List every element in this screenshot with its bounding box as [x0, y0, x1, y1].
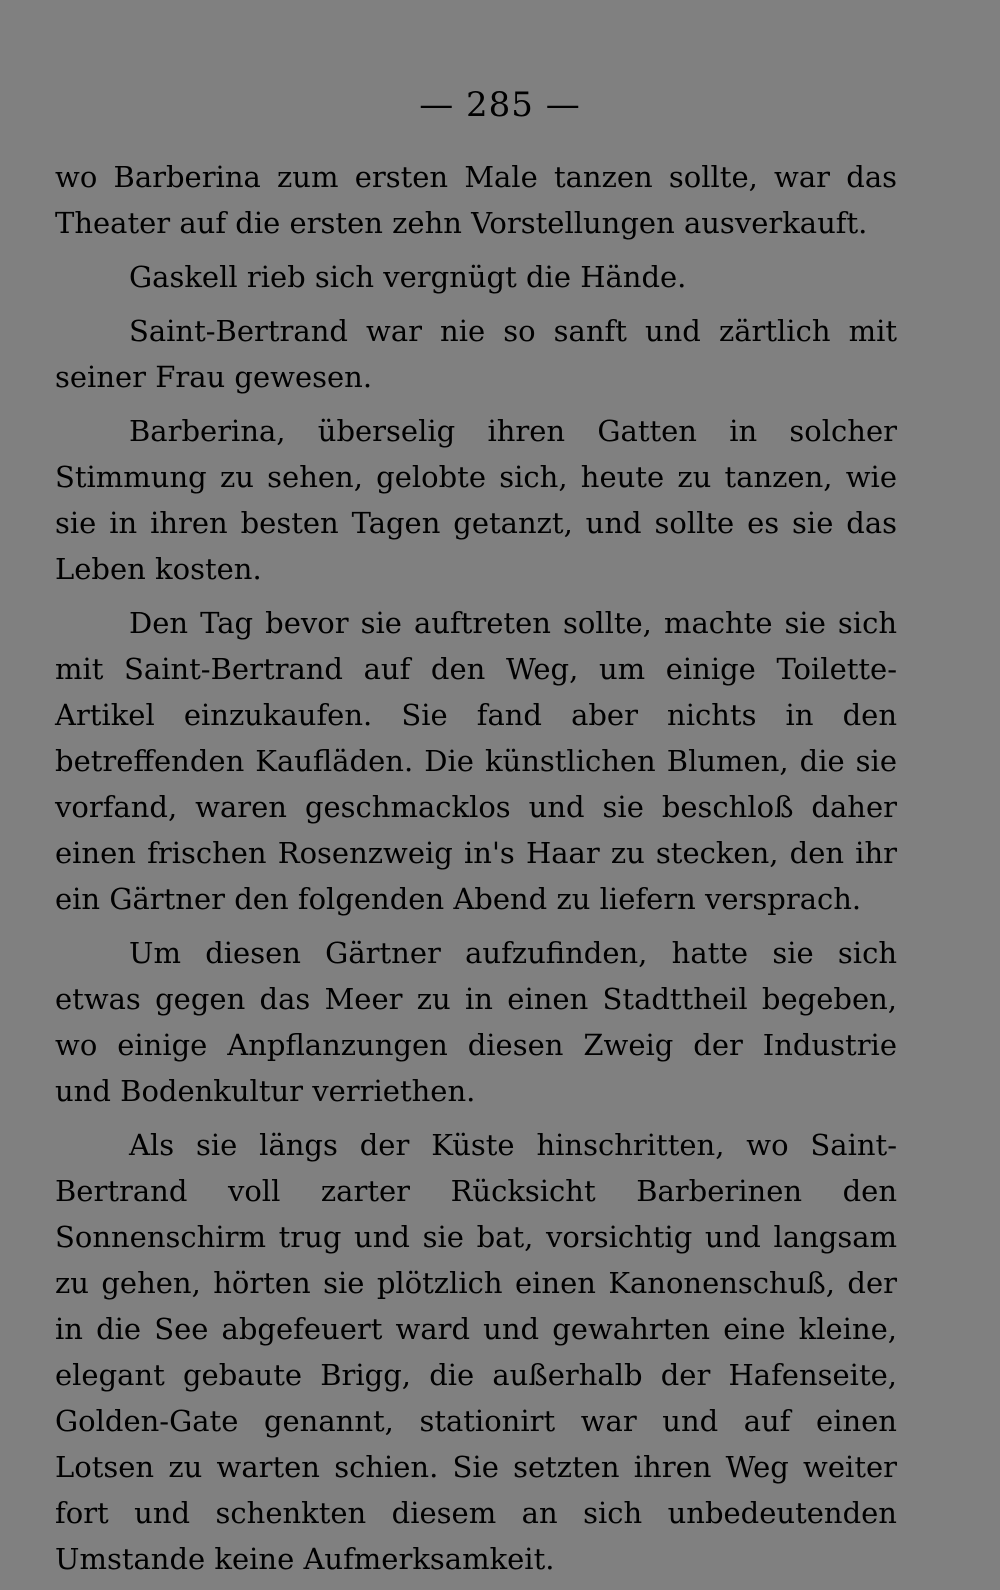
- paragraph: wo Barberina zum ersten Male tanzen sollte, war das Theater auf die ersten zehn Vorstellungen ausverkauft.: [55, 160, 897, 240]
- paragraph: Barberina, überselig ihren Gatten in solcher Stimmung zu sehen, gelobte sich, heute zu tanzen, wie sie in ihren besten Tagen getanzt, und sollte es sie das Leben kosten.: [55, 414, 897, 586]
- paragraph: Um diesen Gärtner aufzufinden, hatte sie sich etwas gegen das Meer zu in einen Stadttheil begeben, wo einige Anpflanzungen diesen Zweig der Industrie und Bodenkultur verriethen.: [55, 936, 897, 1108]
- paragraph: Gaskell rieb sich vergnügt die Hände.: [129, 260, 687, 294]
- page-number: — 285 —: [419, 85, 581, 125]
- paragraph: Als sie längs der Küste hinschritten, wo Saint-Bertrand voll zarter Rücksicht Barberinen den Sonnenschirm trug und sie bat, vorsichtig und langsam zu gehen, hörten sie plötzlich einen Kanonenschuß, der in die See abgefeuert ward und gewahrten eine kleine, elegant gebaute Brigg, die außerhalb der Hafenseite, Golden-Gate genannt, stationirt war und auf einen Lotsen zu warten schien. Sie setzten ihren Weg weiter fort und schenkten diesem an sich unbedeutenden Umstande keine Aufmerksamkeit.: [55, 1128, 897, 1576]
- body-text: [55, 154, 897, 1590]
- paragraph: Saint-Bertrand war nie so sanft und zärtlich mit seiner Frau gewesen.: [55, 314, 897, 394]
- paragraph: Den Tag bevor sie auftreten sollte, machte sie sich mit Saint-Bertrand auf den Weg, um einige Toilette-Artikel einzukaufen. Sie fand aber nichts in den betreffenden Kaufläden. Die künstlichen Blumen, die sie vorfand, waren geschmacklos und sie beschloß daher einen frischen Rosenzweig in's Haar zu stecken, den ihr ein Gärtner den folgenden Abend zu liefern versprach.: [55, 606, 897, 916]
